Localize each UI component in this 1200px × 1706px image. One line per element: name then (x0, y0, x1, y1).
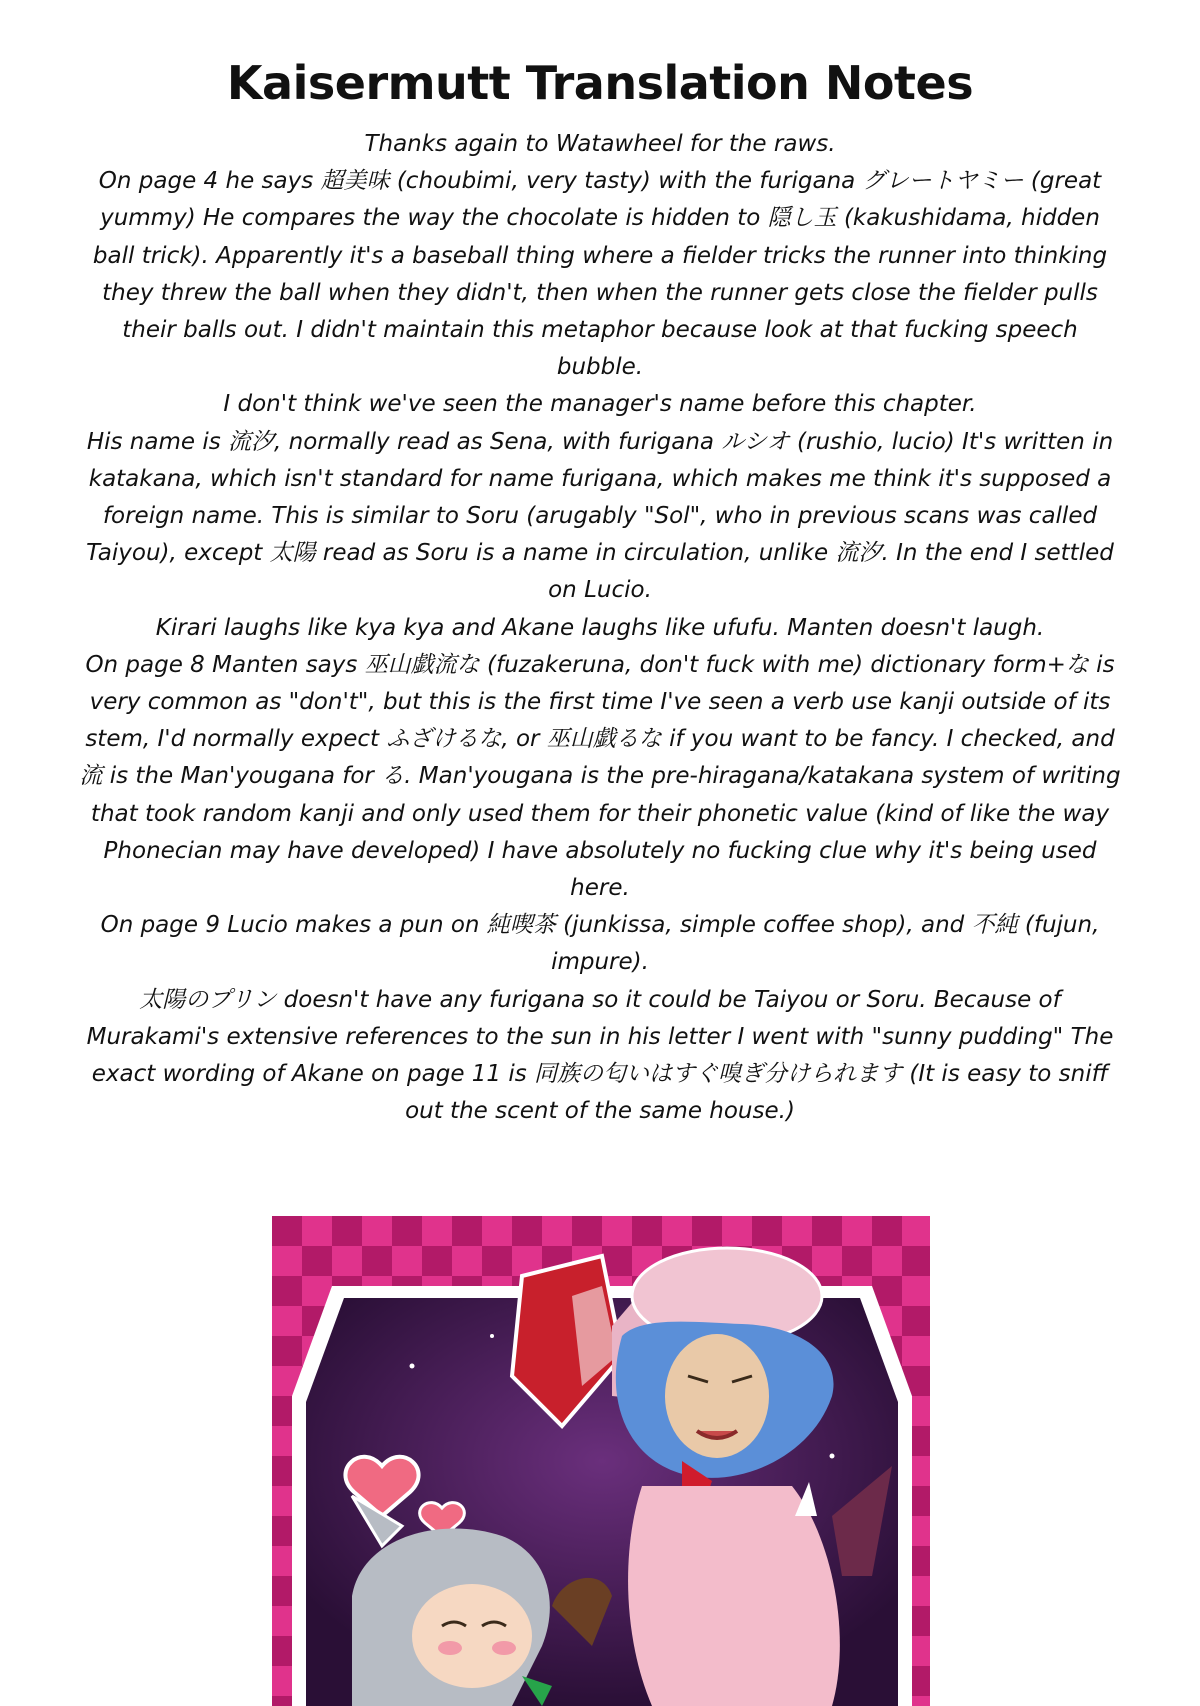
page-title: Kaisermutt Translation Notes (226, 56, 974, 110)
note-paragraph: On page 9 Lucio makes a pun on 純喫茶 (junkissa, simple coffee shop), and 不純 (fujun, impure). (100, 912, 1100, 976)
note-paragraph: On page 4 he says 超美味 (choubimi, very tasty) with the furigana グレートヤミー (great yummy) He compares the way the chocolate is hidden to 隠し玉 (kakushidama, hidden ball trick). Apparently it's a baseball thing where a fielder tricks the runner into thinking they threw the ball when they didn't, then when the runner gets close the fielder pulls their balls out. I didn't maintain this metaphor because look at that fucking speech bubble. (92, 168, 1108, 381)
note-paragraph: Thanks again to Watawheel for the raws. (364, 131, 836, 157)
notes-body (78, 126, 1122, 1130)
note-paragraph: 太陽のプリン doesn't have any furigana so it could be Taiyou or Soru. Because of Murakami's extensive references to the sun in his letter I went with "sunny pudding" The exact wording of Akane on page 11 is 同族の匂いはすぐ嗅ぎ分けられます (It is easy to sniff out the scent of the same house.) (86, 986, 1114, 1125)
note-paragraph: I don't think we've seen the manager's name before this chapter. (223, 391, 977, 418)
note-paragraph: His name is 流汐, normally read as Sena, with furigana ルシオ (rushio, lucio) It's written in katakana, which isn't standard for name furigana, which makes me think it's supposed a foreign name. This is similar to Soru (arugably "Sol", who in previous scans was called Taiyou), except 太陽 read as Soru is a name in circulation, unlike 流汐. In the end I settled on Lucio. (86, 428, 1114, 604)
fan-art-illustration (272, 1216, 930, 1706)
note-paragraph: Kirari laughs like kya kya and Akane laughs like ufufu. Manten doesn't laugh. (155, 614, 1045, 641)
note-paragraph: On page 8 Manten says 巫山戯流な (fuzakeruna, don't fuck with me) dictionary form+な is very common as "don't", but this is the first time I've seen a verb use kanji outside of its stem, I'd normally expect ふざけるな, or 巫山戯るな if you want to be fancy. I checked, and 流 is the Man'yougana for る. Man'yougana is the pre-hiragana/katakana system of writing that took random kanji and only used them for their phonetic value (kind of like the way Phonecian may have developed) I have absolutely no fucking clue why it's being used here. (79, 651, 1121, 902)
